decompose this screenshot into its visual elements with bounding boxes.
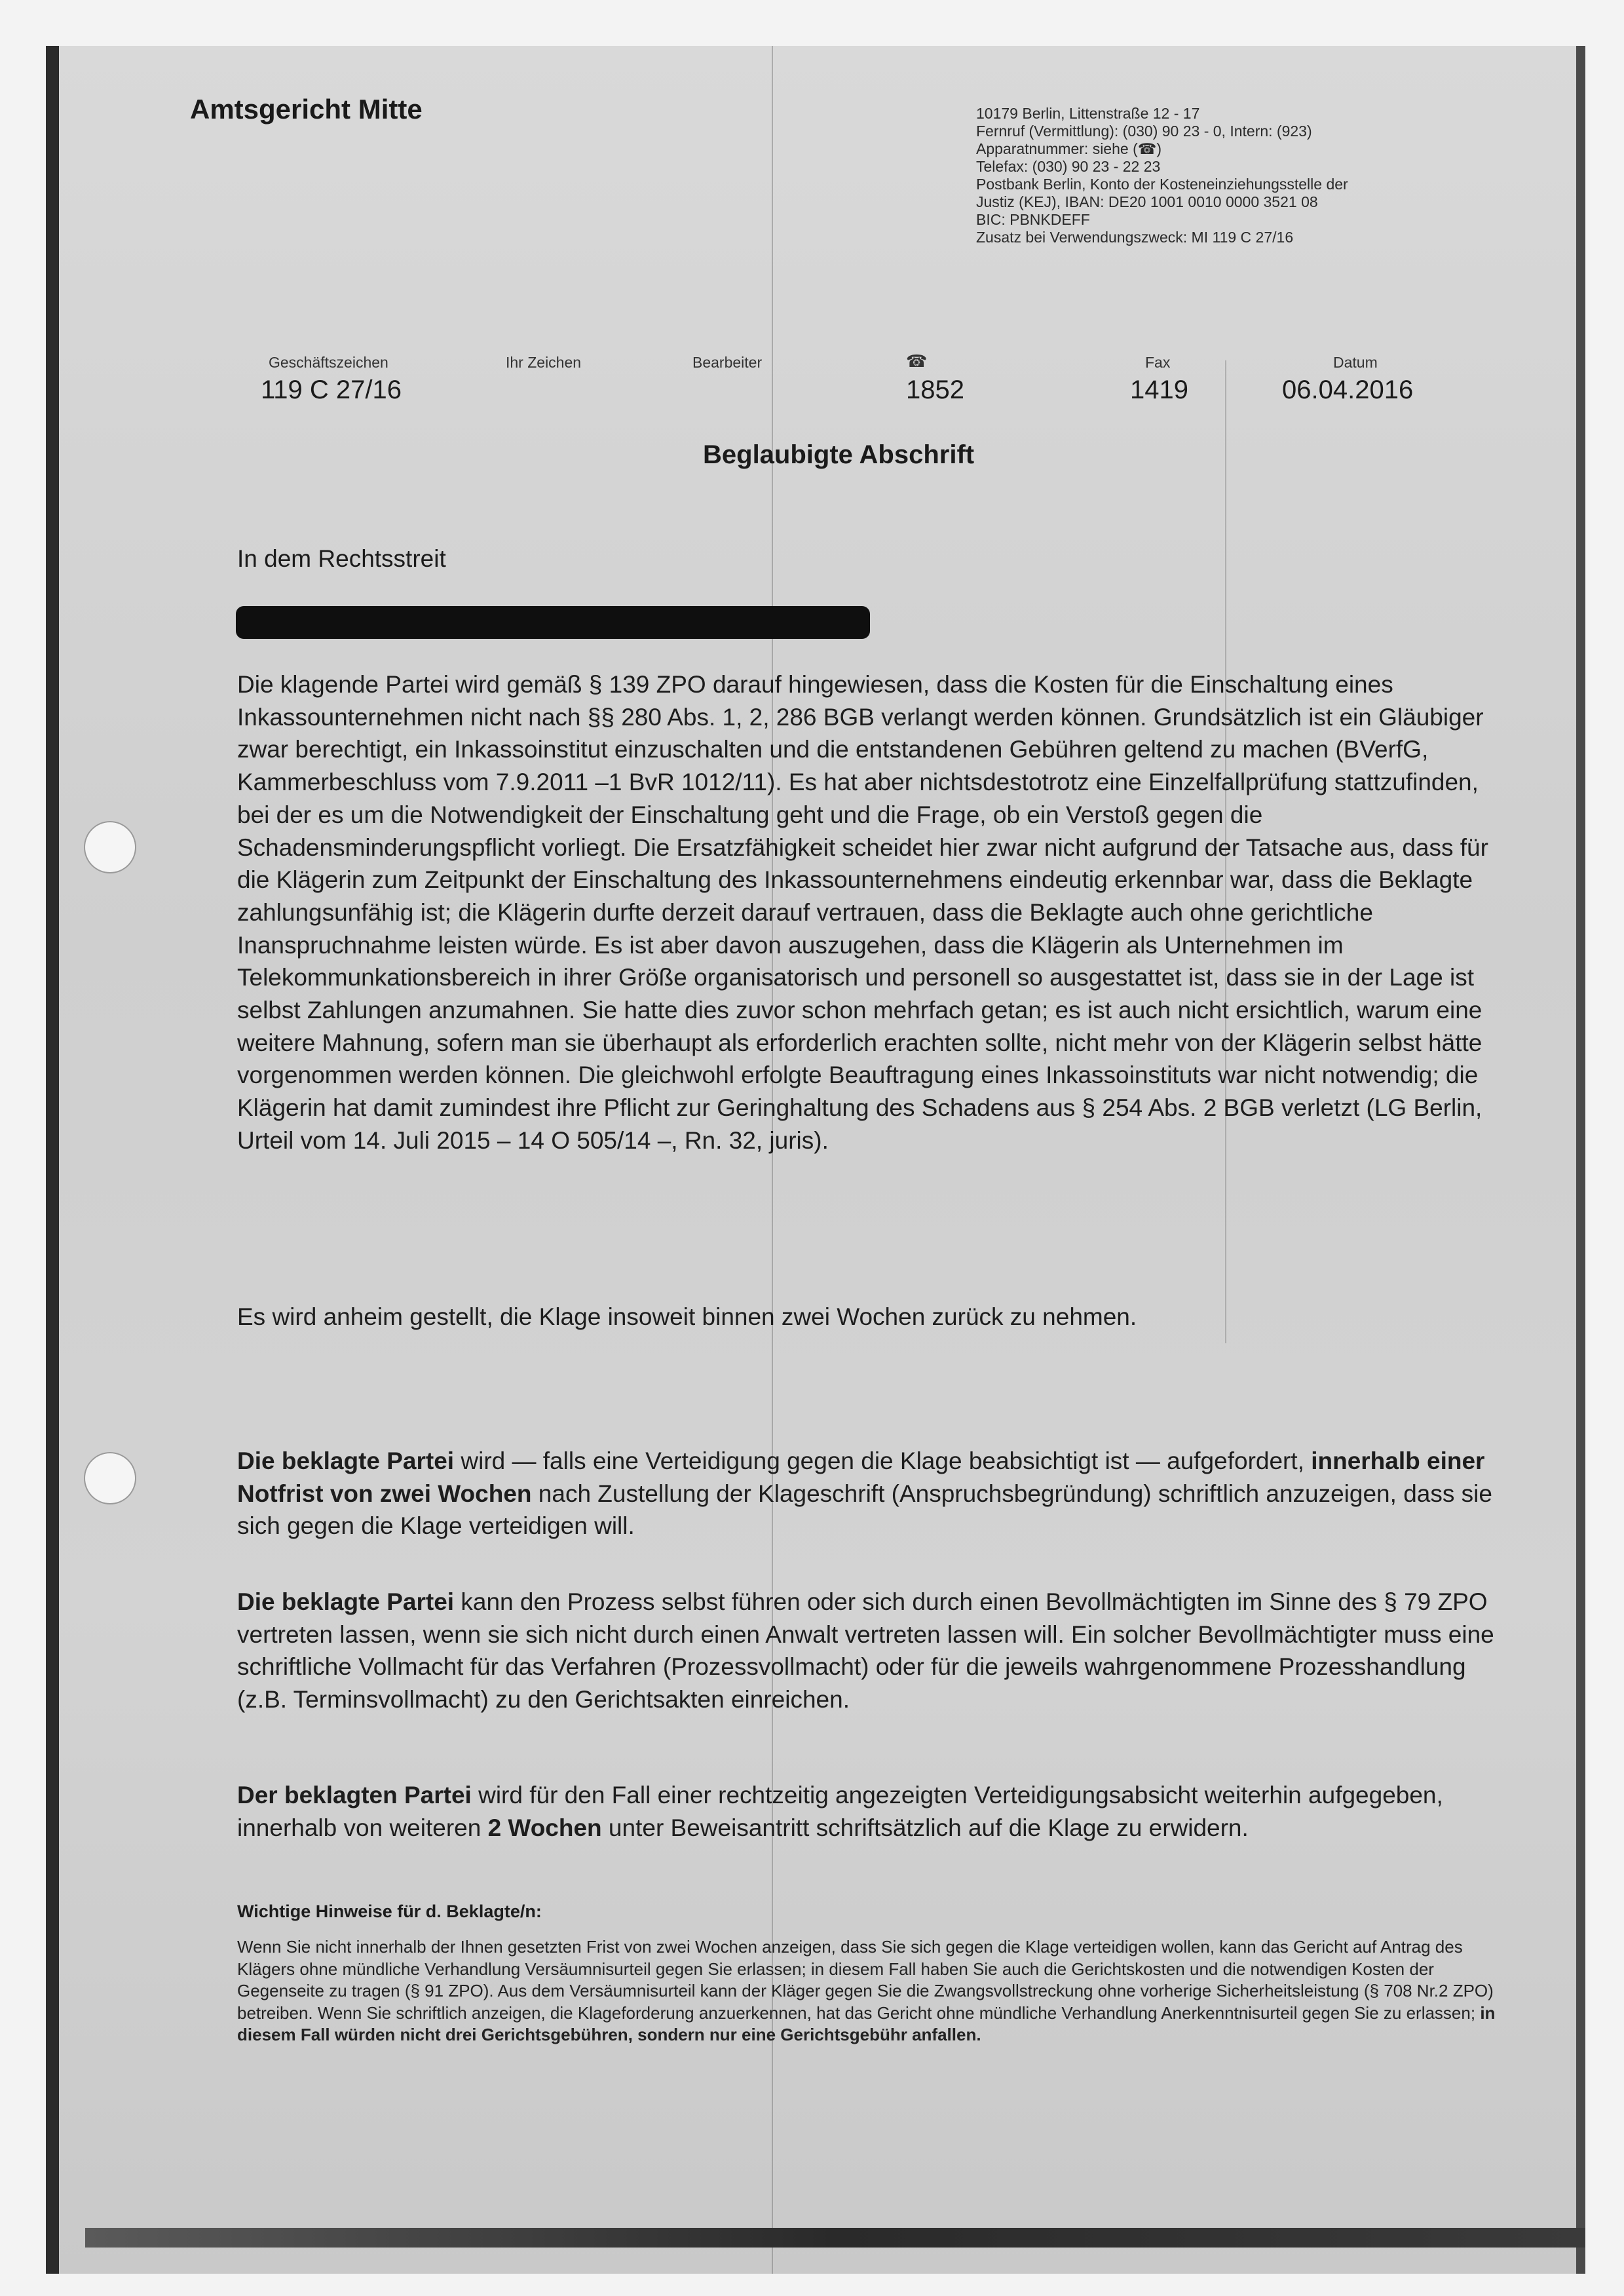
value-datum: 06.04.2016 xyxy=(1282,375,1414,404)
bold-text: in diesem Fall würden nicht drei Gerichtsgebühren, sondern nur eine Gerichtsgebühr anfallen. xyxy=(237,2002,1496,2045)
bold-text: Der beklagten Partei xyxy=(237,1782,472,1808)
value-phone-extension: 1852 xyxy=(906,375,964,404)
text: wird — falls eine Verteidigung gegen die Klage beabsichtigt ist — aufgefordert, xyxy=(454,1447,1312,1474)
text: nach Zustellung der Klageschrift (Anspruchsbegründung) schriftlich anzuzeigen, dass sie sich gegen die Klage verteidigen will. xyxy=(237,1480,1492,1540)
text: kann den Prozess selbst führen oder sich durch einen Bevollmächtigten im Sinne des § 79 ZPO vertreten lassen, wenn sie sich nicht durch einen Anwalt vertreten lassen will. Ein solcher Bevollmächtigter muss eine schriftliche Vollmacht für das Verfahren (Prozessvollmacht) oder für die jeweils wahrgenommene Prozesshandlung (z.B. Terminsvollmacht) zu den Gerichtsakten einreichen. xyxy=(237,1588,1494,1713)
label-bearbeiter: Bearbeiter xyxy=(692,354,763,371)
scan-right-edge xyxy=(1576,46,1585,2274)
address-line: Apparatnummer: siehe (☎) xyxy=(976,140,1162,157)
punch-hole xyxy=(85,1453,135,1503)
scan-left-edge xyxy=(46,46,59,2274)
label-ihr-zeichen: Ihr Zeichen xyxy=(506,354,582,371)
text: wird für den Fall einer rechtzeitig angezeigten Verteidigungsabsicht weiterhin aufgegeben, innerhalb von weiteren xyxy=(237,1782,1443,1841)
redaction-bar xyxy=(236,606,870,639)
bold-text: 2 Wochen xyxy=(487,1814,602,1841)
address-line: Fernruf (Vermittlung): (030) 90 23 - 0, Intern: (923) xyxy=(976,123,1312,140)
label-datum: Datum xyxy=(1333,354,1378,371)
scan-bottom-band xyxy=(85,2228,1585,2248)
document-title: Beglaubigte Abschrift xyxy=(703,440,975,469)
court-address-block xyxy=(976,105,1348,246)
label-geschaeftszeichen: Geschäftszeichen xyxy=(269,354,388,371)
address-line: BIC: PBNKDEFF xyxy=(976,211,1090,228)
intro-line: In dem Rechtsstreit xyxy=(237,545,446,572)
bold-text: Die beklagte Partei xyxy=(237,1447,455,1474)
paragraph-klageerwiderung xyxy=(237,1779,1508,1844)
label-fax: Fax xyxy=(1145,354,1171,371)
paragraph-hinweis-klagende-partei: Die klagende Partei wird gemäß § 139 ZPO darauf hingewiesen, dass die Kosten für die Einschaltung eines Inkassounternehmen nicht nach §§ 280 Abs. 1, 2, 286 BGB verlangt werden können. Grundsätzlich ist ein Gläubiger zwar berechtigt, ein Inkassoinstitut einzuschalten und die entstandenen Gebühren geltend zu machen (BVerfG, Kammerbeschluss vom 7.9.2011 –1 BvR 1012/11). Es hat aber nichtsdestotrotz eine Einzelfallprüfung stattzufinden, bei der es um die Notwendigkeit der Einschaltung geht und die Frage, ob ein Verstoß gegen die Schadensminderungspflicht vorliegt. Die Ersatzfähigkeit scheidet hier zwar nicht aufgrund der Tatsache aus, dass für die Klägerin zum Zeitpunkt der Einschaltung des Inkassounternehmens eindeutig erkennbar war, dass die Beklagte zahlungsunfähig ist; die Klägerin durfte derzeit darauf vertrauen, dass die Beklagte auch ohne gerichtliche Inanspruchnahme leisten würde. Es ist aber davon auszugehen, dass die Klägerin als Unternehmen im Telekommunkationsbereich in ihrer Größe organisatorisch und personell so ausgestattet ist, dass sie in der Lage ist selbst Zahlungen anzumahnen. Sie hatte dies zuvor schon mehrfach getan; es ist auch nicht ersichtlich, warum eine weitere Mahnung, sofern man sie überhaupt als erforderlich erachten sollte, nicht mehr von der Klägerin selbst hätte vorgenommen werden können. Die gleichwohl erfolgte Beauftragung eines Inkassoinstituts war nicht notwendig; die Klägerin hat damit zumindest ihre Pflicht zur Geringhaltung des Schadens aus § 254 Abs. 2 BGB verletzt (LG Berlin, Urteil vom 14. Juli 2015 – 14 O 505/14 –, Rn. 32, juris). xyxy=(237,671,1488,1154)
address-line: Zusatz bei Verwendungszweck: MI 119 C 27/16 xyxy=(976,229,1294,246)
value-geschaeftszeichen: 119 C 27/16 xyxy=(261,375,402,404)
paragraph-bevollmaechtigter xyxy=(237,1586,1508,1716)
paragraph-klagerucknahme: Es wird anheim gestellt, die Klage insoweit binnen zwei Wochen zurück zu nehmen. xyxy=(237,1303,1137,1330)
important-notes-heading: Wichtige Hinweise für d. Beklagte/n: xyxy=(237,1902,542,1921)
court-name: Amtsgericht Mitte xyxy=(190,94,423,124)
phone-icon: ☎ xyxy=(906,351,928,371)
text: unter Beweisantritt schriftsätzlich auf die Klage zu erwidern. xyxy=(601,1814,1249,1841)
bold-text: Die beklagte Partei xyxy=(237,1588,455,1615)
value-fax-extension: 1419 xyxy=(1130,375,1188,404)
text: Wenn Sie nicht innerhalb der Ihnen gesetzten Frist von zwei Wochen anzeigen, dass Sie sich gegen die Klage verteidigen wollen, kann das Gericht auf Antrag des Klägers ohne mündliche Verhandlung Versäumnisurteil gegen Sie erlassen; in diesem Fall haben Sie auch die Gerichtskosten und die notwendigen Kosten der Gegenseite zu tragen (§ 91 ZPO). Aus dem Versäumnisurteil kann der Kläger gegen Sie die Zwangsvollstreckung ohne vorherige Sicherheitsleistung (§ 708 Nr.2 ZPO) betreiben. Wenn Sie schriftlich anzeigen, die Klageforderung anzuerkennen, hat das Gericht ohne mündliche Verhandlung Anerkenntnisurteil gegen Sie zu erlassen; xyxy=(237,1937,1494,2023)
bold-text: innerhalb einer Notfrist von zwei Wochen xyxy=(237,1447,1485,1507)
punch-hole xyxy=(85,822,135,872)
paragraph-aufforderung xyxy=(237,1445,1508,1542)
important-notes-text xyxy=(237,1936,1508,2046)
address-line: Telefax: (030) 90 23 - 22 23 xyxy=(976,158,1161,175)
address-line: Postbank Berlin, Konto der Kosteneinziehungsstelle der xyxy=(976,176,1348,193)
address-line: 10179 Berlin, Littenstraße 12 - 17 xyxy=(976,105,1200,122)
address-line: Justiz (KEJ), IBAN: DE20 1001 0010 0000 3521 08 xyxy=(976,193,1318,210)
